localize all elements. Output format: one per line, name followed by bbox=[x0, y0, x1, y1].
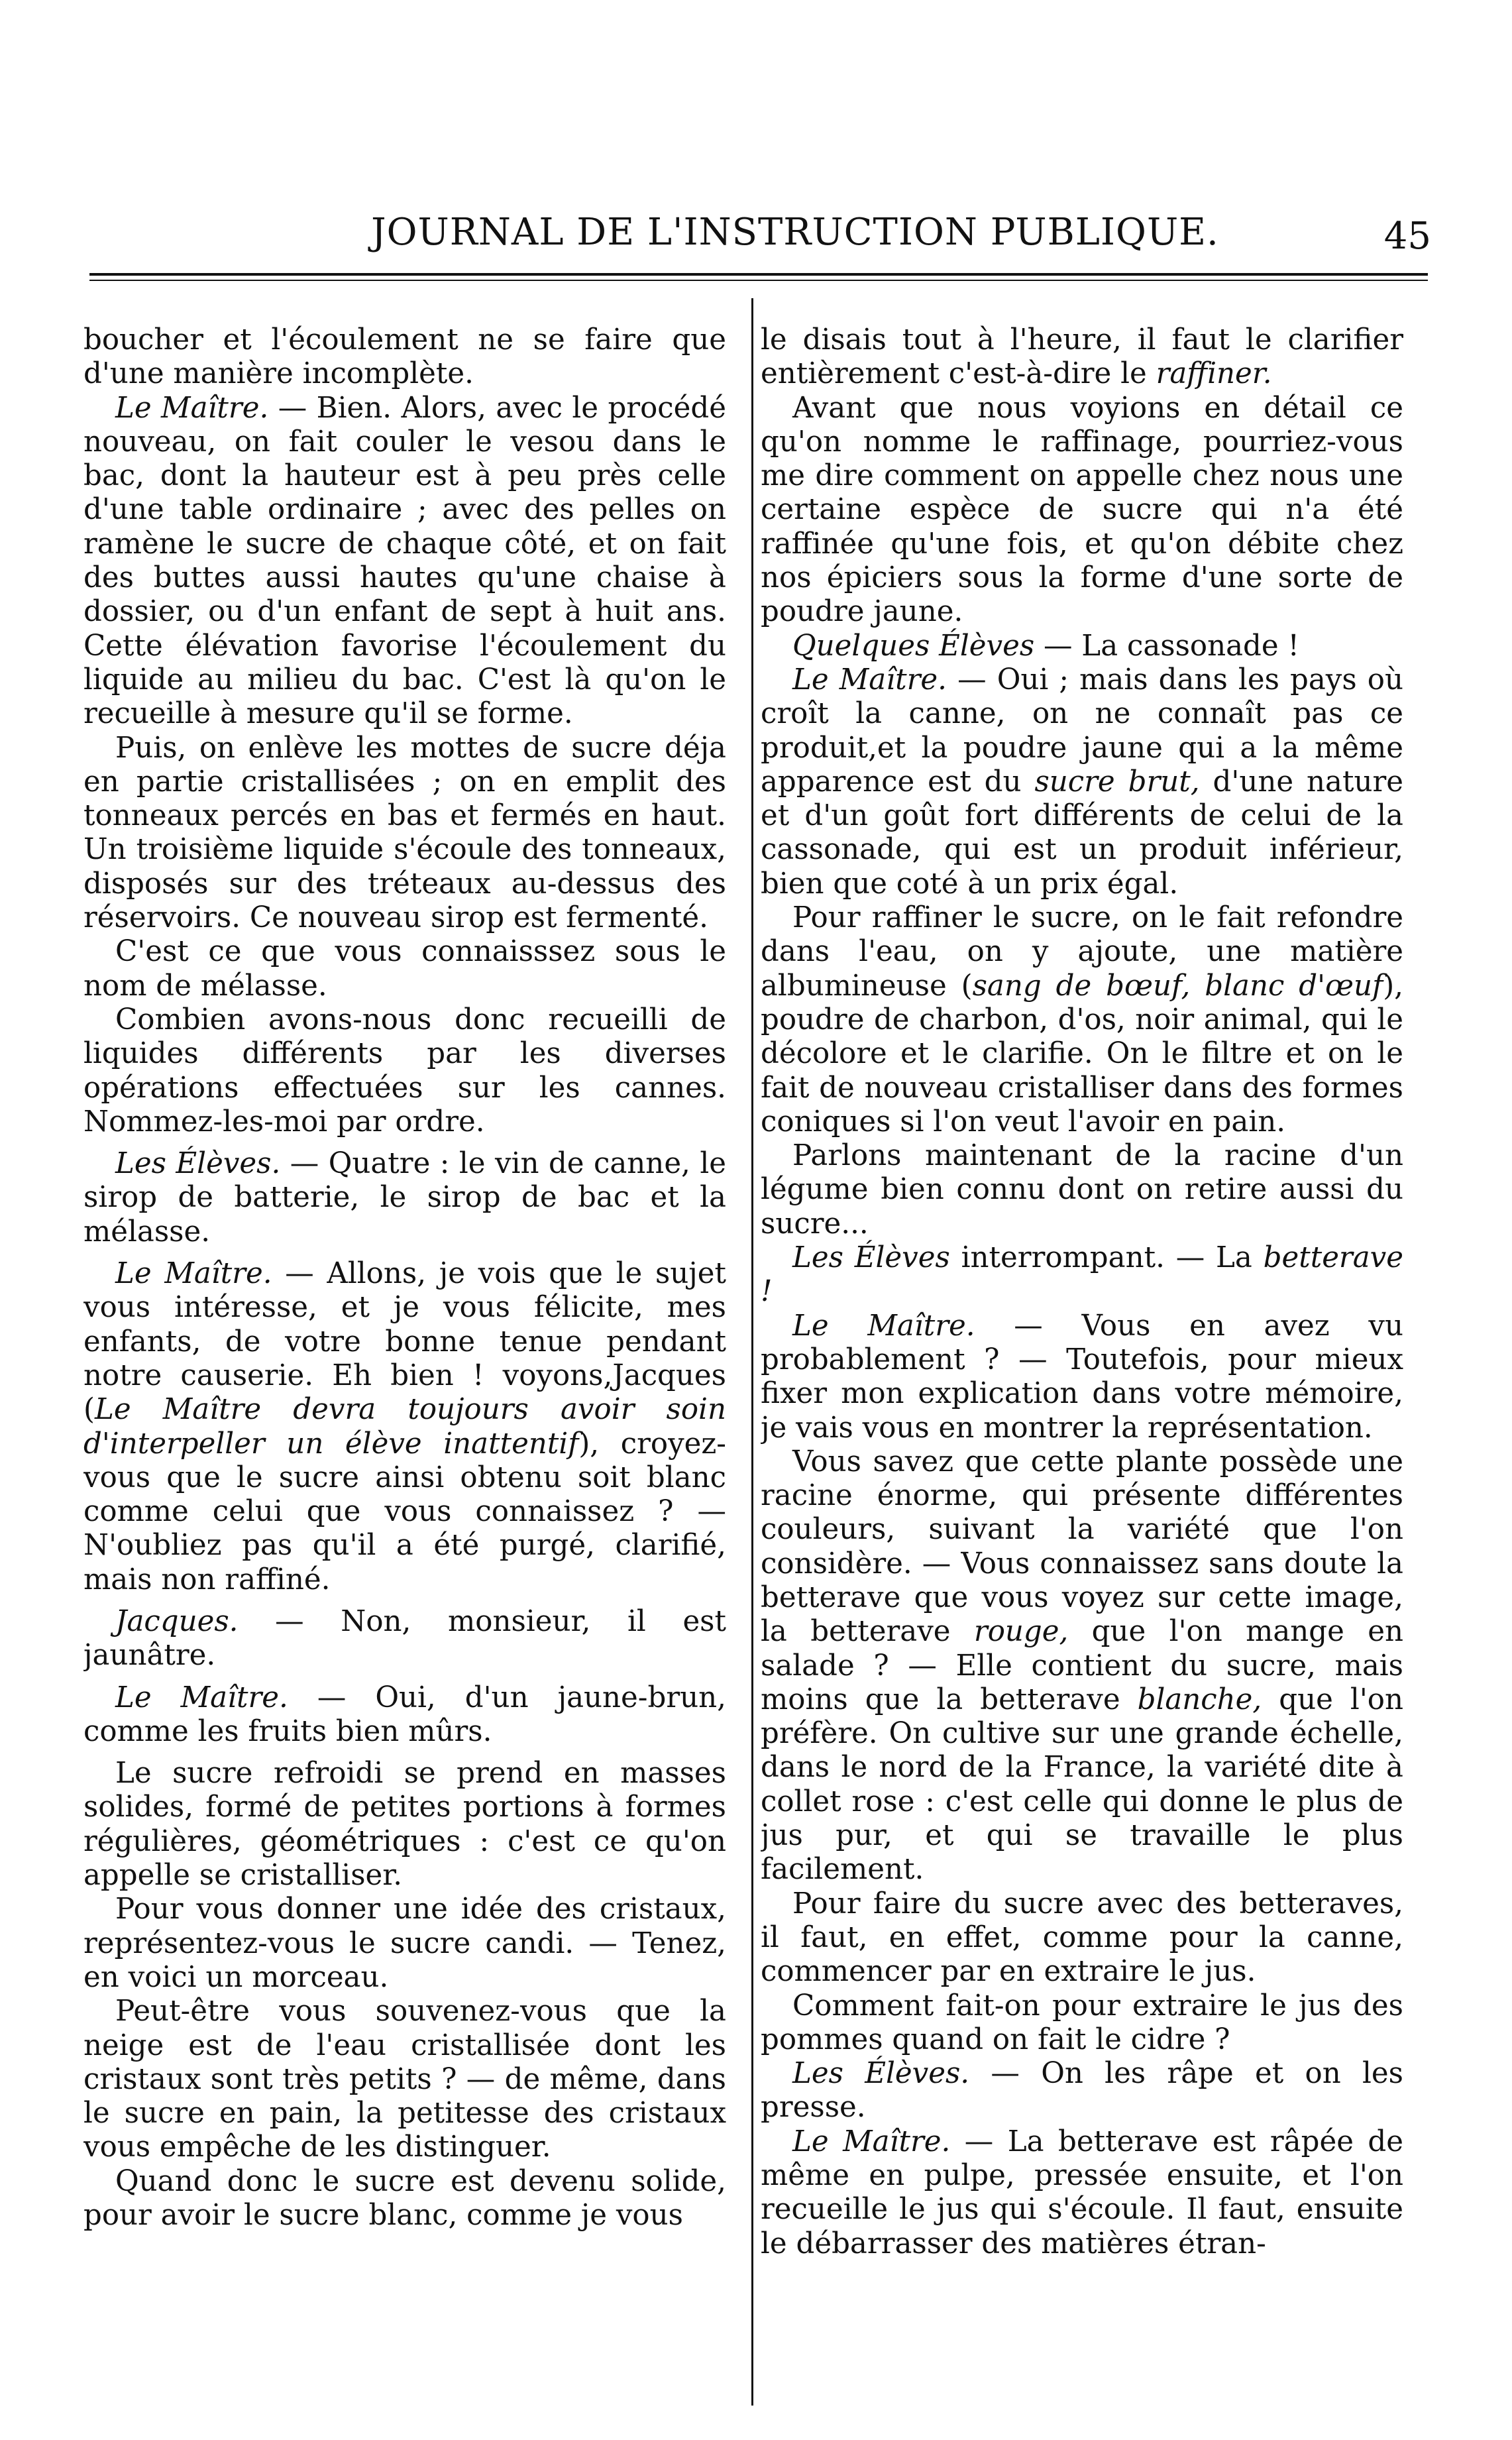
paragraph-text: Vous savez que cette plante possède une racine énorme, qui présente différentes couleurs, suivant la variété que l'on considère. — Vous connaissez sans doute la betterave que vous voyez sur cette image, la betterave bbox=[761, 1445, 1403, 1649]
paragraph-text: ), croyez-vous que le sucre ainsi obtenu soit blanc comme celui que vous connaissez ? — N'oubliez pas qu'il a été purgé, clarifié, mais non raffiné. bbox=[83, 1427, 726, 1596]
paragraph bbox=[761, 1241, 1403, 1309]
paragraph bbox=[761, 1445, 1403, 1887]
paragraph bbox=[83, 1605, 726, 1673]
paragraph-text: que l'on préfère. On cultive sur une grande échelle, dans le nord de la France, la variété dite à collet rose : c'est celle qui donne le plus de jus pur, et qui se travaille le plus facilement. bbox=[761, 1683, 1403, 1887]
speaker-label: Le Maître. bbox=[115, 1257, 272, 1291]
paragraph-text: — Bien. Alors, avec le procédé nouveau, on fait couler le vesou dans le bac, dont la hauteur est à peu près celle d'une table ordinaire ; avec des pelles on ramène le sucre de chaque côté, et on fait des buttes aussi hautes qu'une chaise à dossier, ou d'un enfant de sept à huit ans. Cette élévation favorise l'écoulement du liquide au milieu du bac. C'est là qu'on le recueille à mesure qu'il se forme. bbox=[83, 391, 726, 731]
paragraph-text: — Oui ; mais dans les pays où croît la canne, on ne connaît pas ce produit,et la poudre jaune qui a la même apparence est du bbox=[761, 663, 1403, 799]
italic-text: sang de bœuf, blanc d'œuf bbox=[972, 969, 1383, 1003]
paragraph-text: que l'on mange en salade ? — Elle contient du sucre, mais moins que la betterave bbox=[761, 1615, 1403, 1716]
paragraph: Quand donc le sucre est devenu solide, pour avoir le sucre blanc, comme je vous bbox=[83, 2164, 726, 2233]
paragraph: Le sucre refroidi se prend en masses solides, formé de petites portions à formes régulières, géométriques : c'est ce qu'on appelle se cristalliser. bbox=[83, 1757, 726, 1893]
italic-text: betterave ! bbox=[761, 1241, 1403, 1309]
page-header bbox=[80, 211, 1431, 264]
paragraph-text: — Quatre : le vin de canne, le sirop de batterie, le sirop de bac et la mélasse. bbox=[83, 1147, 726, 1248]
paragraph bbox=[83, 1257, 726, 1597]
paragraph-text: d'une nature et d'un goût fort différents de celui de la cassonade, qui est un produit inférieur, bien que coté à un prix égal. bbox=[761, 765, 1403, 901]
left-column bbox=[83, 323, 726, 2417]
paragraph: Peut-être vous souvenez-vous que la neige est de l'eau cristallisée dont les cristaux sont très petits ? — de même, dans le sucre en pain, la petitesse des cristaux vous empêche de les distinguer. bbox=[83, 1995, 726, 2164]
paragraph-text: — Non, monsieur, il est jaunâtre. bbox=[83, 1604, 726, 1673]
speaker-label: Jacques. bbox=[115, 1604, 239, 1638]
paragraph: Pour faire du sucre avec des betteraves, il faut, en effet, comme pour la canne, commencer par en extraire le jus. bbox=[761, 1887, 1403, 1989]
paragraph bbox=[761, 630, 1403, 663]
paragraph-text: — La cassonade ! bbox=[1034, 629, 1299, 663]
paragraph bbox=[761, 323, 1403, 392]
paragraph: Parlons maintenant de la racine d'un légume bien connu dont on retire aussi du sucre... bbox=[761, 1139, 1403, 1241]
paragraph: C'est ce que vous connaisssez sous le nom de mélasse. bbox=[83, 935, 726, 1003]
paragraph-text: le disais tout à l'heure, il faut le clarifier entièrement c'est-à-dire le bbox=[761, 323, 1403, 391]
paragraph bbox=[761, 901, 1403, 1139]
right-column bbox=[761, 323, 1403, 2417]
paragraph-text: — Vous en avez vu probablement ? — Toutefois, pour mieux fixer mon explication dans votre mémoire, je vais vous en montrer la représentation. bbox=[761, 1309, 1403, 1445]
header-rule bbox=[89, 273, 1428, 276]
paragraph-text: — On les râpe et on les presse. bbox=[761, 2057, 1403, 2125]
italic-text: sucre brut, bbox=[1034, 765, 1200, 799]
speaker-label: Le Maître. bbox=[792, 663, 947, 696]
paragraph bbox=[761, 1309, 1403, 1445]
paragraph bbox=[761, 2125, 1403, 2261]
paragraph-text: — Oui, d'un jaune-brun, comme les fruits bien mûrs. bbox=[83, 1681, 726, 1748]
speaker-label: Quelques Élèves bbox=[792, 629, 1035, 663]
speaker-label: Le Maître. bbox=[792, 1309, 975, 1343]
paragraph bbox=[761, 2057, 1403, 2125]
paragraph bbox=[83, 1681, 726, 1749]
speaker-label: Le Maître. bbox=[792, 2125, 951, 2158]
paragraph: Avant que nous voyions en détail ce qu'on nomme le raffinage, pourriez-vous me dire comment on appelle chez nous une certaine espèce de sucre qui n'a été raffinée qu'une fois, et qu'on débite chez nos épiciers sous la forme d'une sorte de poudre jaune. bbox=[761, 391, 1403, 629]
journal-title: JOURNAL DE L'INSTRUCTION PUBLIQUE. bbox=[371, 211, 1219, 254]
italic-text: Le Maître devra toujours avoir soin d'interpeller un élève inattentif bbox=[83, 1393, 726, 1461]
paragraph-text: ), poudre de charbon, d'os, noir animal, qui le décolore et le clarifie. On le filtre et on le fait de nouveau cristalliser dans des formes coniques si l'on veut l'avoir en pain. bbox=[761, 969, 1403, 1138]
paragraph-text: interrompant. — La bbox=[949, 1241, 1264, 1275]
italic-text: rouge, bbox=[973, 1615, 1069, 1649]
paragraph bbox=[761, 663, 1403, 901]
paragraph-text: Pour raffiner le sucre, on le fait refondre dans l'eau, on y ajoute, une matière albumineuse ( bbox=[761, 901, 1403, 1003]
paragraph-text: — Allons, je vois que le sujet vous intéresse, et je vous félicite, mes enfants, de votre bonne tenue pendant notre causerie. Eh bien ! voyons,Jacques ( bbox=[83, 1257, 726, 1427]
italic-text: raffiner. bbox=[1156, 357, 1272, 391]
speaker-label: Les Élèves. bbox=[792, 2057, 970, 2091]
paragraph: Pour vous donner une idée des cristaux, représentez-vous le sucre candi. — Tenez, en voici un morceau. bbox=[83, 1893, 726, 1994]
page-number: 45 bbox=[1383, 215, 1431, 258]
paragraph: boucher et l'écoulement ne se faire que d'une manière incomplète. bbox=[83, 323, 726, 391]
italic-text: blanche, bbox=[1137, 1683, 1262, 1716]
paragraph bbox=[83, 392, 726, 732]
column-divider bbox=[751, 298, 753, 2406]
speaker-label: Le Maître. bbox=[115, 1681, 288, 1714]
speaker-label: Les Élèves bbox=[792, 1241, 950, 1275]
paragraph: Comment fait-on pour extraire le jus des pommes quand on fait le cidre ? bbox=[761, 1989, 1403, 2056]
header-rule-thin bbox=[89, 280, 1428, 281]
paragraph: Puis, on enlève les mottes de sucre déja en partie cristallisées ; on en emplit des tonneaux percés en bas et fermés en haut. Un troisième liquide s'écoule des tonneaux, disposés sur des tréteaux au-dessus des réservoirs. Ce nouveau sirop est fermenté. bbox=[83, 731, 726, 935]
paragraph: Combien avons-nous donc recueilli de liquides différents par les diverses opérations effectuées sur les cannes. Nommez-les-moi par ordre. bbox=[83, 1003, 726, 1138]
speaker-label: Les Élèves. bbox=[115, 1147, 281, 1181]
paragraph bbox=[83, 1147, 726, 1249]
paragraph-text: — La betterave est râpée de même en pulpe, pressée ensuite, et l'on recueille le jus qui s'écoule. Il faut, ensuite le débarrasser des matières étran- bbox=[761, 2125, 1403, 2260]
speaker-label: Le Maître. bbox=[115, 391, 269, 425]
